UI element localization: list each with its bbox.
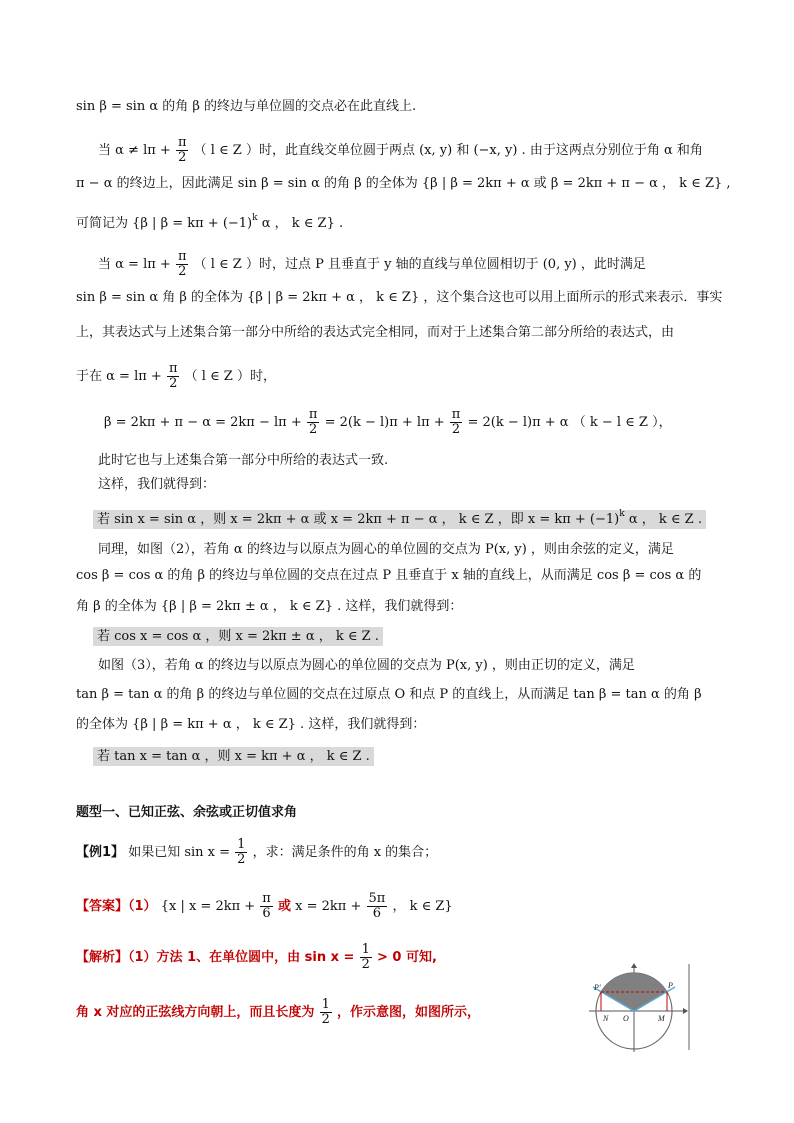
example-line (76, 838, 794, 867)
x-axis-arrow (683, 1008, 688, 1014)
fraction-pi-over-2 (176, 250, 189, 279)
equation-part-1: β = 2kπ + π − α = 2kπ − lπ + (104, 415, 302, 430)
text-line-1: sin β = sin α 的角 β 的终边与单位圆的交点必在此直线上. (76, 99, 417, 114)
fraction-denominator: 6 (372, 906, 382, 921)
highlight-result-cos (93, 628, 794, 646)
text-line-11: 这样，我们就得到： (98, 477, 216, 492)
line4-end: α ， k ∈ Z} . (257, 216, 344, 231)
label-n: N (603, 1014, 609, 1023)
equation-part-3: = 2(k − l)π + α （ k − l ∈ Z ）， (467, 415, 672, 430)
fraction-denominator: 2 (178, 150, 187, 165)
line8-end: （ l ∈ Z ）时， (184, 369, 276, 384)
text-line-7: 上，其表达式与上述集合第一部分中所给的表达式完全相同，而对于上述集合第二部分所给的表达式，由 (76, 325, 675, 340)
hl1-end: α ， k ∈ Z . (624, 512, 702, 527)
text-line-6: sin β = sin α 角 β 的全体为 {β | β = 2kπ + α ， k ∈ Z} ，这个集合这也可以用上面所示的形式来表示．事实 (76, 290, 723, 305)
line8-start: 于在 α = lπ + (76, 369, 162, 384)
answer-set-start: {x | x = 2kπ + (160, 899, 256, 914)
fraction-numerator: π (262, 891, 271, 906)
text-line-14: 角 β 的全体为 {β | β = 2kπ ± α ， k ∈ Z} . 这样，我们就得到： (76, 599, 463, 614)
fraction-denominator: 6 (262, 906, 271, 921)
fraction-denominator: 2 (451, 422, 461, 437)
text-line-3: π − α 的终边上，因此满足 sin β = sin α 的角 β 的全体为 {β | β = 2kπ + α 或 β = 2kπ + π − α ， k ∈ Z} , (76, 176, 731, 191)
fraction-pi-over-2 (450, 408, 463, 437)
text-line-12: 同理，如图（2），若角 α 的终边与以原点为圆心的单位圆的交点为 P(x, y) ，则由余弦的定义，满足 (98, 542, 674, 557)
fraction-numerator: 1 (237, 837, 246, 852)
fraction-denominator: 2 (237, 852, 246, 867)
line2-start: 当 α ≠ lπ + (98, 143, 171, 158)
fraction-pi-over-2 (176, 136, 189, 165)
answer-tag: 【答案】 (76, 899, 129, 914)
fraction-pi-over-2 (167, 362, 180, 391)
line4-exponent: k (252, 213, 258, 223)
answer-or: 或 (277, 899, 291, 914)
answer-part: （1） (128, 899, 157, 914)
highlight-box: 若 cos x = cos α ，则 x = 2kπ ± α ， k ∈ Z . (93, 627, 383, 646)
line2-end: （ l ∈ Z ）时，此直线交单位圆于两点 (x, y) 和 (−x, y) . 由于这两点分别位于角 α 和角 (193, 143, 703, 158)
fraction-denominator: 2 (321, 1012, 330, 1027)
line5-start: 当 α = lπ + (98, 257, 171, 272)
highlight-result-tan (93, 748, 794, 766)
fraction-denominator: 2 (178, 264, 187, 279)
unit-circle-figure (585, 960, 695, 1055)
hl1-exponent: k (619, 509, 625, 519)
line4-start: 可简记为 {β | β = kπ + (−1) (76, 216, 253, 231)
answer-set-mid: x = 2kπ + (295, 899, 362, 914)
line5-end: （ l ∈ Z ）时，过点 P 且垂直于 y 轴的直线与单位圆相切于 (0, y) ，此时满足 (193, 257, 646, 272)
fraction-denominator: 2 (169, 376, 178, 391)
text-line-15: 如图（3），若角 α 的终边与以原点为圆心的单位圆的交点为 P(x, y) ，则由正切的定义，满足 (98, 658, 635, 673)
fraction-numerator: π (451, 407, 461, 422)
fraction-numerator: π (177, 135, 187, 150)
fraction-one-half (235, 838, 247, 867)
text-line-10: 此时它也与上述集合第一部分中所给的表达式一致. (98, 453, 389, 468)
fraction-denominator: 2 (309, 422, 318, 437)
text-line-17: 的全体为 {β | β = kπ + α ， k ∈ Z} . 这样，我们就得到： (76, 717, 426, 732)
equation-line (104, 408, 794, 437)
analysis-line2-start: 角 x 对应的正弦线方向朝上，而且长度为 (76, 1005, 315, 1020)
analysis-text-end: > 0 可知, (377, 950, 437, 965)
label-p-prime: P' (594, 983, 601, 992)
section-heading: 题型一、已知正弦、余弦或正切值求角 (76, 805, 298, 820)
fraction-pi-over-2 (307, 408, 320, 437)
text-line-2 (98, 136, 794, 165)
fraction-one-half (320, 998, 332, 1027)
fraction-pi-over-6 (260, 892, 273, 921)
fraction-numerator: π (177, 249, 187, 264)
fraction-numerator: 1 (321, 997, 330, 1012)
fraction-denominator: 2 (361, 957, 370, 972)
highlight-box: 若 tan x = tan α ，则 x = kπ + α ， k ∈ Z . (93, 747, 374, 766)
answer-set-end: ， k ∈ Z} (392, 899, 453, 914)
analysis-tag: 【解析】 (76, 950, 129, 965)
answer-line (76, 892, 794, 921)
label-o: O (623, 1014, 629, 1023)
text-line-13: cos β = cos α 的角 β 的终边与单位圆的交点在过点 P 且垂直于 x 轴的直线上，从而满足 cos β = cos α 的 (76, 568, 702, 583)
fraction-5pi-over-6 (367, 892, 388, 921)
example-text-end: ，求：满足条件的角 x 的集合； (252, 845, 438, 860)
highlight-result-sin (93, 505, 794, 529)
text-line-5 (98, 250, 794, 279)
highlight-box (93, 510, 706, 529)
example-tag: 【例1】 (76, 845, 125, 860)
example-text-start: 如果已知 sin x = (128, 845, 231, 860)
fraction-numerator: 5π (368, 891, 386, 906)
equation-part-2: = 2(k − l)π + lπ + (324, 415, 445, 430)
fraction-numerator: π (168, 361, 178, 376)
fraction-numerator: 1 (361, 942, 370, 957)
y-axis-arrow (631, 963, 637, 968)
hl1-start: 若 sin x = sin α ，则 x = 2kπ + α 或 x = 2kπ + π − α ， k ∈ Z ，即 x = kπ + (−1) (97, 512, 620, 527)
fraction-numerator: π (308, 407, 318, 422)
label-m: M (658, 1014, 665, 1023)
fraction-one-half (360, 943, 372, 972)
text-line-16: tan β = tan α 的角 β 的终边与单位圆的交点在过原点 O 和点 P 的直线上，从而满足 tan β = tan α 的角 β (76, 687, 702, 702)
label-p: P (668, 981, 673, 990)
analysis-line2-end: ，作示意图，如图所示， (337, 1005, 481, 1020)
analysis-text-start: （1）方法 1、在单位圆中，由 sin x = (128, 950, 355, 965)
text-line-4 (76, 209, 794, 233)
text-line-8 (76, 362, 794, 391)
